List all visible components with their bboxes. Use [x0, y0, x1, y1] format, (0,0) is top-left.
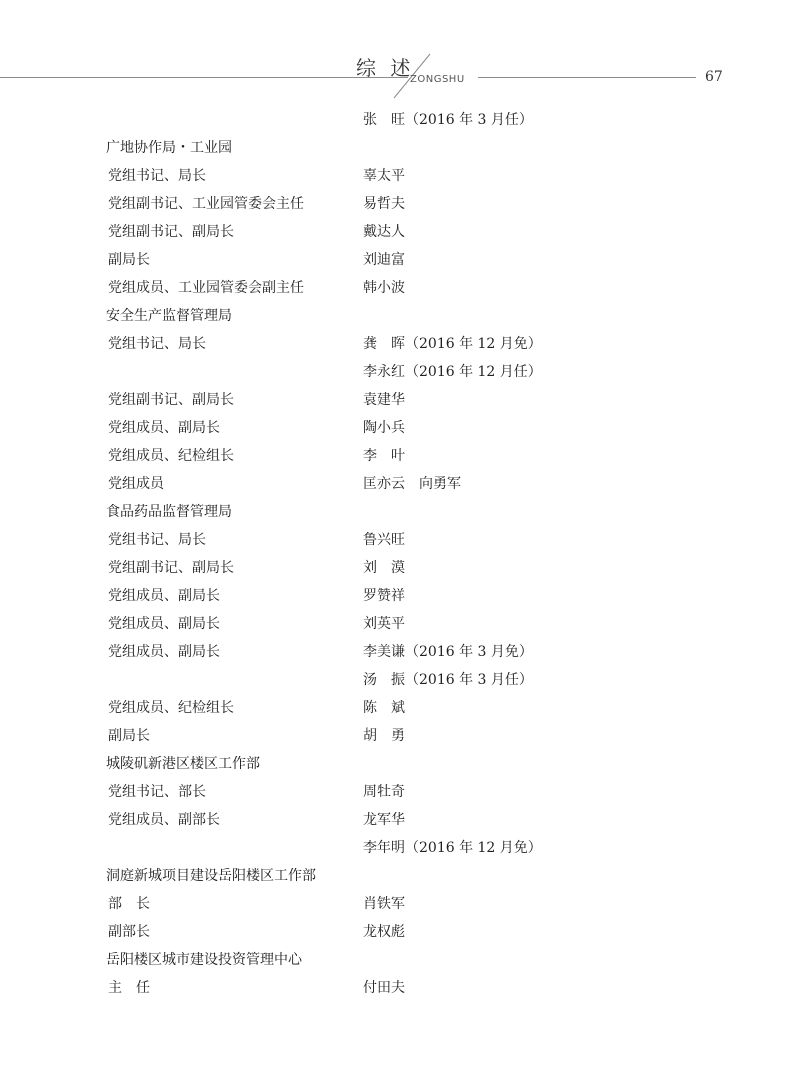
header-rule-left	[0, 77, 408, 78]
position-title: 党组成员、副局长	[108, 420, 220, 436]
person-name: 匡亦云 向勇军	[363, 476, 461, 492]
position-title: 党组副书记、副局长	[108, 392, 234, 408]
person-name: 罗赞祥	[363, 588, 405, 604]
section-heading	[0, 498, 793, 526]
personnel-row	[0, 162, 793, 190]
section-heading	[0, 862, 793, 890]
position-title: 党组书记、局长	[108, 168, 206, 184]
department-name: 岳阳楼区城市建设投资管理中心	[106, 952, 302, 968]
position-title: 党组成员、工业园管委会副主任	[108, 280, 304, 296]
personnel-row	[0, 638, 793, 666]
personnel-row	[0, 218, 793, 246]
position-title: 党组副书记、副局长	[108, 560, 234, 576]
person-name: 龙军华	[363, 812, 405, 828]
personnel-row	[0, 582, 793, 610]
person-name: 刘 漠	[363, 560, 405, 576]
person-name: 张 旺（2016 年 3 月任）	[363, 112, 533, 128]
person-name: 辜太平	[363, 168, 405, 184]
person-name: 刘英平	[363, 616, 405, 632]
personnel-row	[0, 722, 793, 750]
personnel-row	[0, 190, 793, 218]
header-rule-right	[478, 77, 696, 78]
person-name: 龚 晖（2016 年 12 月免）	[363, 336, 542, 352]
person-name: 戴达人	[363, 224, 405, 240]
person-name: 胡 勇	[363, 728, 405, 744]
position-title: 党组成员、副局长	[108, 588, 220, 604]
person-name: 陈 斌	[363, 700, 405, 716]
department-name: 城陵矶新港区楼区工作部	[106, 756, 260, 772]
person-name: 汤 振（2016 年 3 月任）	[363, 672, 533, 688]
department-name: 安全生产监督管理局	[106, 308, 232, 324]
department-name: 食品药品监督管理局	[106, 504, 232, 520]
personnel-row	[0, 246, 793, 274]
position-title: 党组成员、纪检组长	[108, 700, 234, 716]
personnel-row	[0, 610, 793, 638]
personnel-row	[0, 442, 793, 470]
section-heading	[0, 750, 793, 778]
position-title: 副部长	[108, 924, 150, 940]
personnel-row	[0, 526, 793, 554]
person-name: 付田夫	[363, 980, 405, 996]
personnel-row	[0, 330, 793, 358]
personnel-row	[0, 834, 793, 862]
person-name: 易哲夫	[363, 196, 405, 212]
section-heading	[0, 946, 793, 974]
personnel-list	[0, 106, 793, 1002]
section-heading	[0, 134, 793, 162]
person-name: 韩小波	[363, 280, 405, 296]
person-name: 刘迪富	[363, 252, 405, 268]
person-name: 李永红（2016 年 12 月任）	[363, 364, 542, 380]
position-title: 党组成员	[108, 476, 164, 492]
personnel-row	[0, 106, 793, 134]
person-name: 陶小兵	[363, 420, 405, 436]
personnel-row	[0, 470, 793, 498]
person-name: 鲁兴旺	[363, 532, 405, 548]
department-name: 洞庭新城项目建设岳阳楼区工作部	[106, 868, 316, 884]
personnel-row	[0, 554, 793, 582]
personnel-row	[0, 694, 793, 722]
position-title: 党组副书记、副局长	[108, 224, 234, 240]
personnel-row	[0, 358, 793, 386]
personnel-row	[0, 974, 793, 1002]
position-title: 党组成员、副部长	[108, 812, 220, 828]
person-name: 李年明（2016 年 12 月免）	[363, 840, 542, 856]
page-number: 67	[705, 69, 723, 85]
person-name: 龙权彪	[363, 924, 405, 940]
person-name: 周牡奇	[363, 784, 405, 800]
position-title: 副局长	[108, 252, 150, 268]
position-title: 党组书记、局长	[108, 532, 206, 548]
position-title: 党组成员、副局长	[108, 616, 220, 632]
personnel-row	[0, 918, 793, 946]
position-title: 党组成员、副局长	[108, 644, 220, 660]
department-name: 广地协作局・工业园	[106, 140, 232, 156]
person-name: 李美谦（2016 年 3 月免）	[363, 644, 533, 660]
position-title: 党组书记、部长	[108, 784, 206, 800]
section-subtitle: ZONGSHU	[410, 74, 465, 85]
person-name: 肖铁军	[363, 896, 405, 912]
position-title: 副局长	[108, 728, 150, 744]
position-title: 部 长	[108, 896, 150, 912]
section-heading	[0, 302, 793, 330]
personnel-row	[0, 274, 793, 302]
personnel-row	[0, 890, 793, 918]
position-title: 主 任	[108, 980, 150, 996]
person-name: 袁建华	[363, 392, 405, 408]
page-header	[0, 0, 793, 110]
personnel-row	[0, 806, 793, 834]
person-name: 李 叶	[363, 448, 405, 464]
personnel-row	[0, 666, 793, 694]
position-title: 党组书记、局长	[108, 336, 206, 352]
personnel-row	[0, 778, 793, 806]
section-title: 综 述	[356, 56, 415, 80]
position-title: 党组成员、纪检组长	[108, 448, 234, 464]
personnel-row	[0, 386, 793, 414]
position-title: 党组副书记、工业园管委会主任	[108, 196, 304, 212]
personnel-row	[0, 414, 793, 442]
